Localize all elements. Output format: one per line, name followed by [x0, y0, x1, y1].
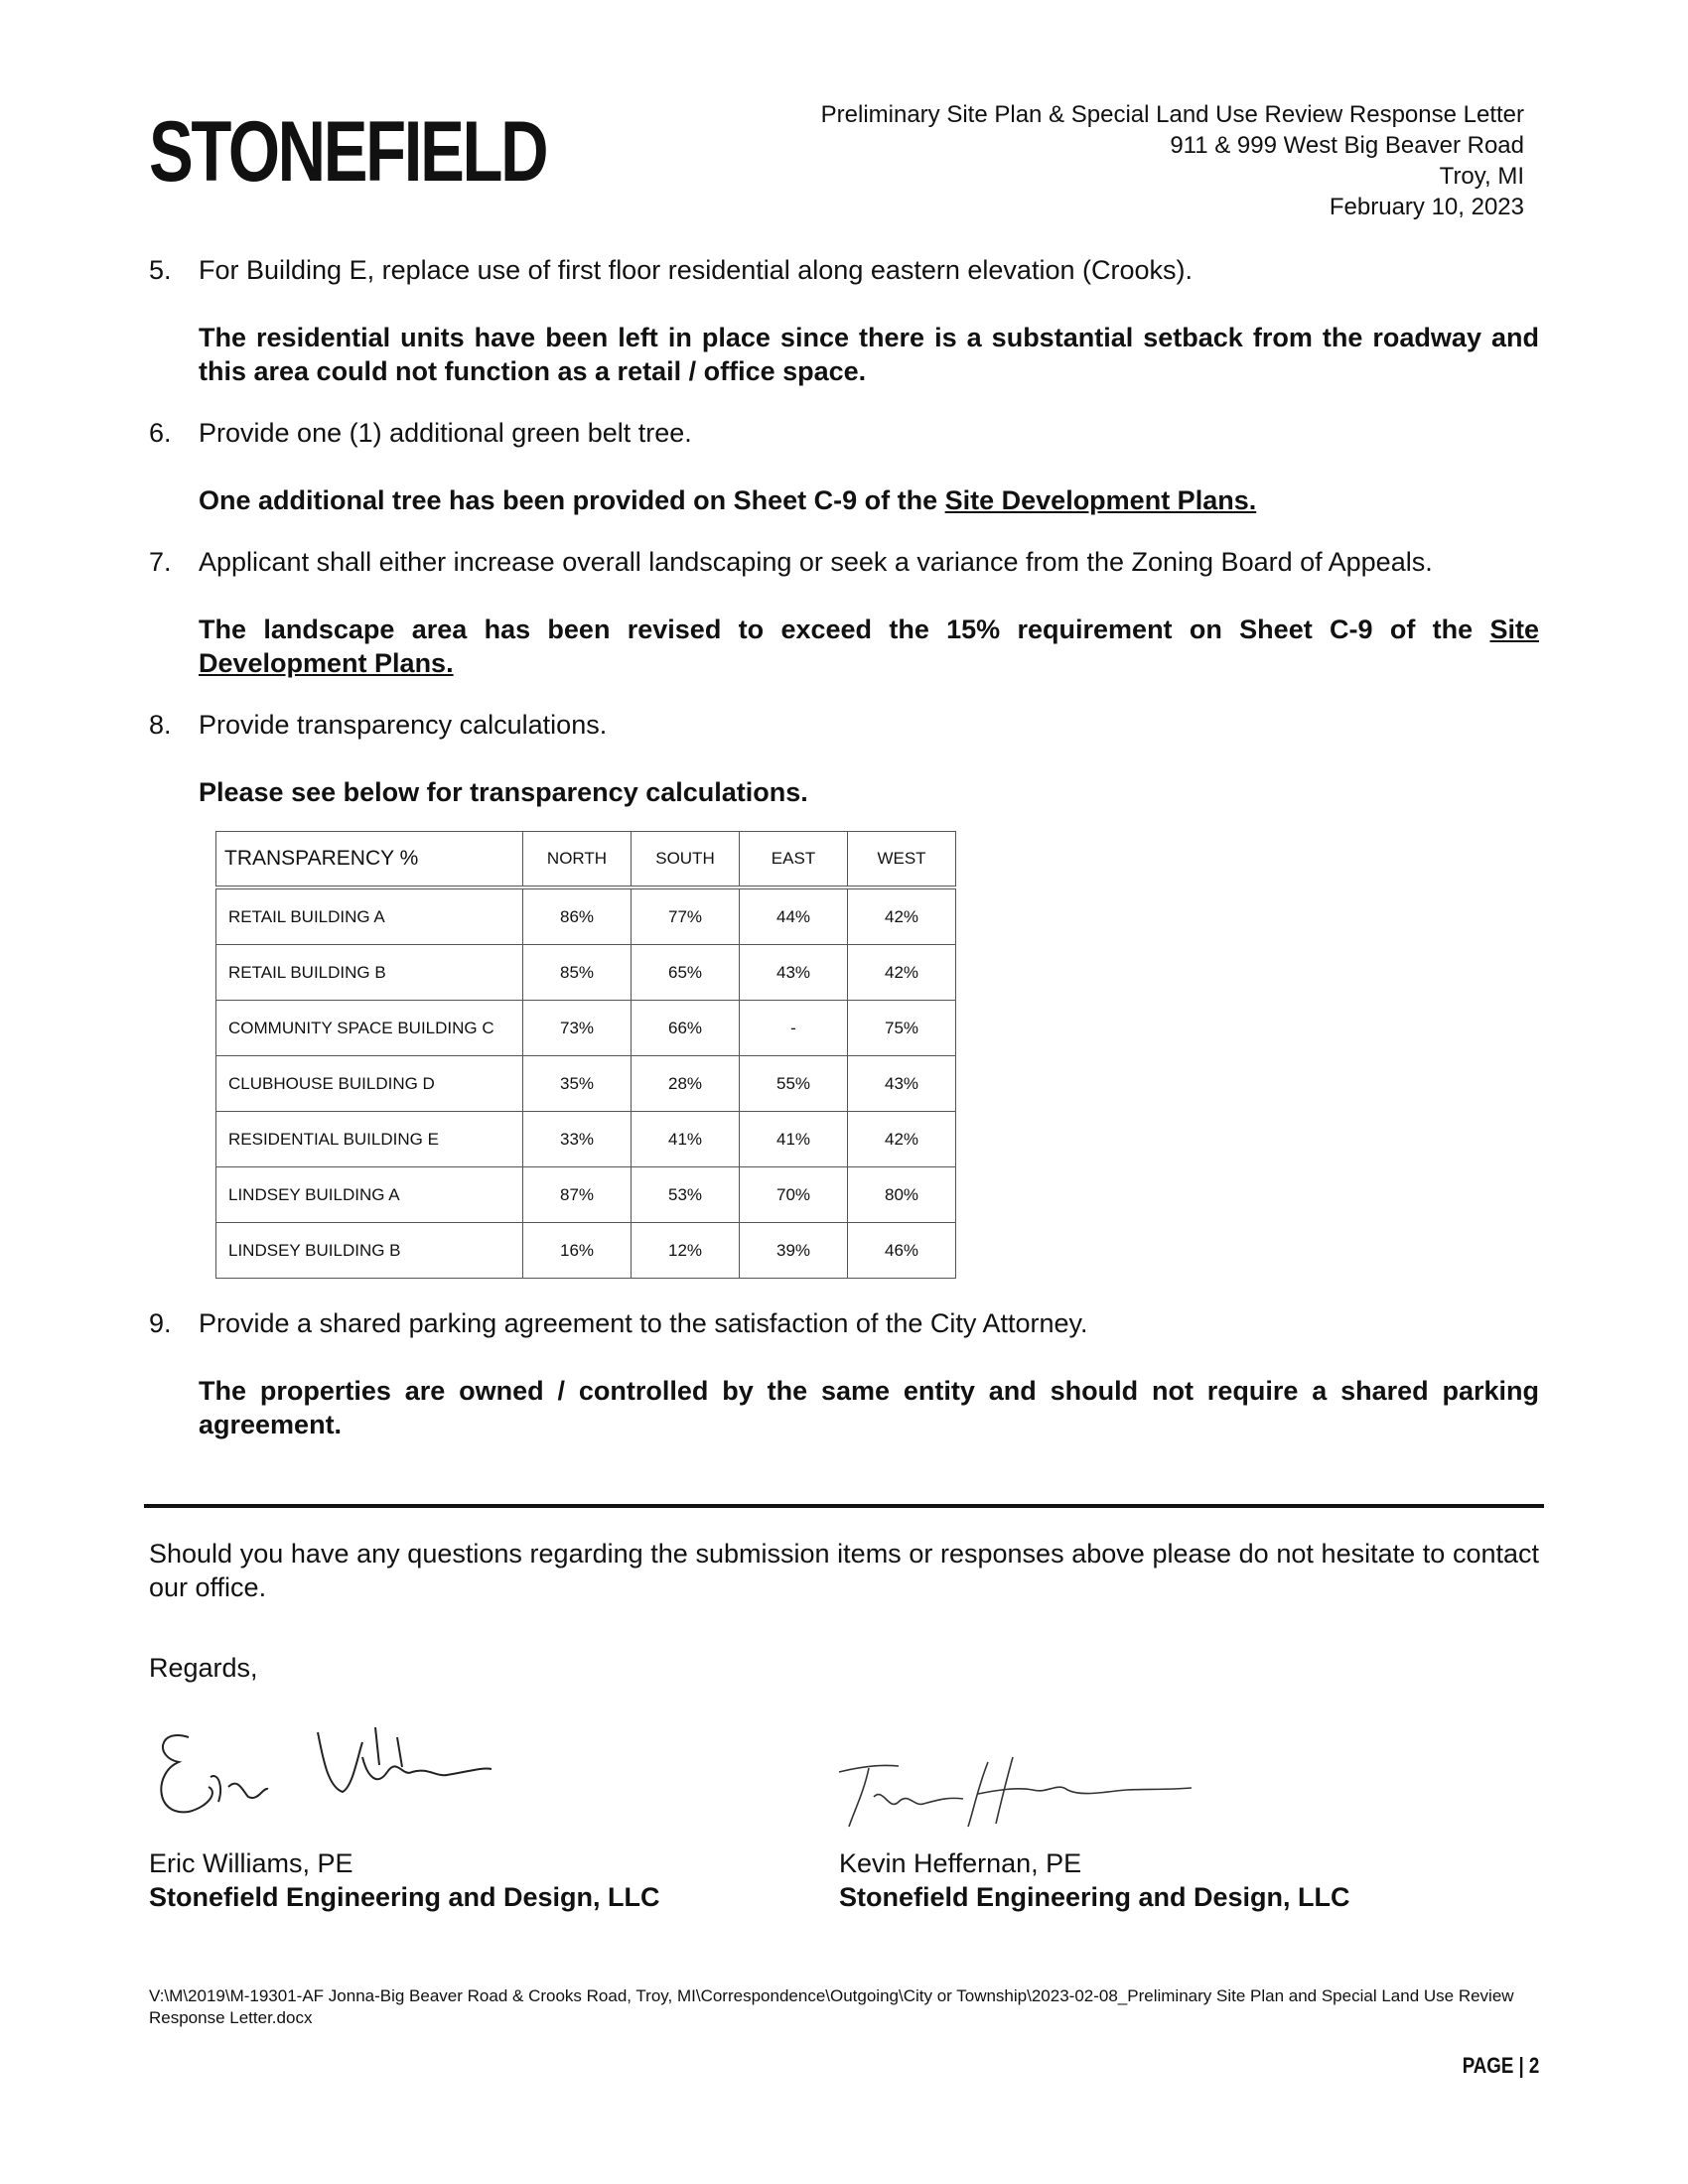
table-cell: 39%	[740, 1223, 848, 1279]
item-number: 6.	[149, 418, 172, 448]
table-cell: 73%	[523, 1001, 632, 1056]
signer-name: Kevin Heffernan, PE	[839, 1848, 1082, 1878]
table-cell: COMMUNITY SPACE BUILDING C	[216, 1001, 523, 1056]
item-request: Provide a shared parking agreement to the satisfaction of the City Attorney.	[199, 1308, 1088, 1338]
header-date: February 10, 2023	[1329, 194, 1524, 220]
header-cell: EAST	[740, 832, 848, 888]
table-cell: 77%	[632, 887, 740, 945]
table-cell: 55%	[740, 1056, 848, 1112]
signer-company: Stonefield Engineering and Design, LLC	[839, 1882, 1350, 1912]
letter-header	[821, 99, 1524, 222]
table-row	[216, 1167, 956, 1223]
header-title: Preliminary Site Plan & Special Land Use Review Response Letter	[820, 101, 1524, 128]
table-row	[216, 1112, 956, 1167]
table-cell: 86%	[523, 887, 632, 945]
signer-block-2	[839, 1846, 1350, 1914]
table-cell: RETAIL BUILDING A	[216, 887, 523, 945]
table-cell: 70%	[740, 1167, 848, 1223]
table-cell: 43%	[848, 1056, 956, 1112]
header-address: 911 & 999 West Big Beaver Road	[1170, 132, 1524, 159]
item-number: 8.	[149, 710, 172, 740]
item-response	[199, 613, 1539, 680]
review-items	[149, 253, 1539, 1469]
closing-paragraph: Should you have any questions regarding the submission items or responses above please do not hesitate to contact our office.	[149, 1539, 1539, 1602]
table-cell: 75%	[848, 1001, 956, 1056]
table-cell: 35%	[523, 1056, 632, 1112]
table-row	[216, 1056, 956, 1112]
table-cell: 28%	[632, 1056, 740, 1112]
table-cell: 42%	[848, 887, 956, 945]
table-cell: CLUBHOUSE BUILDING D	[216, 1056, 523, 1112]
header-cell: SOUTH	[632, 832, 740, 888]
table-cell: 42%	[848, 1112, 956, 1167]
signer-name: Eric Williams, PE	[149, 1848, 353, 1878]
table-cell: 12%	[632, 1223, 740, 1279]
table-cell: -	[740, 1001, 848, 1056]
table-cell: 33%	[523, 1112, 632, 1167]
review-item-7	[149, 545, 1539, 680]
signer-block-1	[149, 1846, 660, 1914]
table-cell: 85%	[523, 945, 632, 1001]
response-text: One additional tree has been provided on Sheet C-9 of the	[199, 485, 945, 515]
review-item-9	[149, 1306, 1539, 1441]
table-cell: 66%	[632, 1001, 740, 1056]
signer-company: Stonefield Engineering and Design, LLC	[149, 1882, 660, 1912]
item-request: For Building E, replace use of first floor residential along eastern elevation (Crooks).	[199, 255, 1193, 285]
regards-text: Regards,	[149, 1653, 258, 1683]
item-number: 9.	[149, 1308, 172, 1338]
header-city: Troy, MI	[1439, 163, 1524, 190]
table-cell: 44%	[740, 887, 848, 945]
table-cell: LINDSEY BUILDING A	[216, 1167, 523, 1223]
table-row	[216, 945, 956, 1001]
table-header-row	[216, 832, 956, 888]
table-cell: 42%	[848, 945, 956, 1001]
table-cell: LINDSEY BUILDING B	[216, 1223, 523, 1279]
table-cell: 41%	[740, 1112, 848, 1167]
table-row	[216, 887, 956, 945]
table-cell: 46%	[848, 1223, 956, 1279]
table-cell: 16%	[523, 1223, 632, 1279]
item-response: Please see below for transparency calculations.	[199, 777, 808, 807]
table-cell: 41%	[632, 1112, 740, 1167]
table-row	[216, 1223, 956, 1279]
header-cell: TRANSPARENCY %	[216, 832, 523, 888]
transparency-table	[215, 831, 956, 1279]
table-cell: 53%	[632, 1167, 740, 1223]
item-request: Provide transparency calculations.	[199, 710, 608, 740]
signature-eric-williams	[149, 1717, 506, 1837]
table-cell: 65%	[632, 945, 740, 1001]
item-number: 5.	[149, 255, 172, 285]
item-response	[199, 483, 1539, 517]
page-number: PAGE | 2	[1462, 2053, 1539, 2078]
item-request: Provide one (1) additional green belt tree.	[199, 418, 692, 448]
table-row	[216, 1001, 956, 1056]
item-response: The properties are owned / controlled by the same entity and should not require a shared parking agreement.	[199, 1376, 1539, 1439]
review-item-5	[149, 253, 1539, 388]
item-number: 7.	[149, 547, 172, 577]
site-plans-link[interactable]: Site Development Plans.	[944, 485, 1257, 515]
table-cell: RETAIL BUILDING B	[216, 945, 523, 1001]
table-cell: 87%	[523, 1167, 632, 1223]
item-response: The residential units have been left in place since there is a substantial setback from the roadway and this area could not function as a retail / office space.	[199, 323, 1539, 386]
header-cell: WEST	[848, 832, 956, 888]
signature-kevin-heffernan	[829, 1742, 1196, 1851]
section-divider	[144, 1504, 1544, 1508]
table-cell: RESIDENTIAL BUILDING E	[216, 1112, 523, 1167]
company-logo: STONEFIELD	[149, 104, 547, 200]
site-plans-link[interactable]: Site Development Plans.	[199, 614, 1539, 678]
table-cell: 43%	[740, 945, 848, 1001]
file-path-footer: V:\M\2019\M-19301-AF Jonna-Big Beaver Road & Crooks Road, Troy, MI\Correspondence\Outgoing\City or Township\2023-02-08_Preliminary Site Plan and Special Land Use Review Response Letter.docx	[149, 1986, 1514, 2027]
table-cell: 80%	[848, 1167, 956, 1223]
review-item-6	[149, 416, 1539, 517]
review-item-8	[149, 708, 1539, 1279]
item-request: Applicant shall either increase overall landscaping or seek a variance from the Zoning Board of Appeals.	[199, 547, 1433, 577]
response-text: The landscape area has been revised to exceed the 15% requirement on Sheet C-9 of the	[199, 614, 1490, 644]
header-cell: NORTH	[523, 832, 632, 888]
